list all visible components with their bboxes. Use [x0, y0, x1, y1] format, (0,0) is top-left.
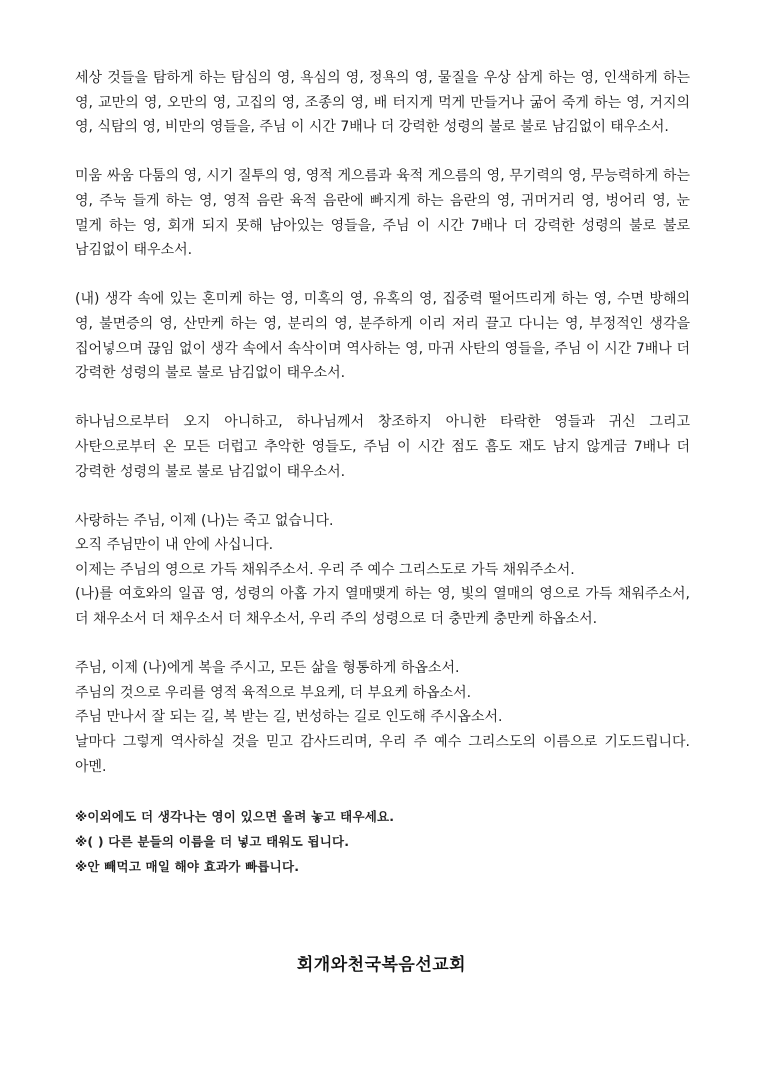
blessing-line: 날마다 그렇게 역사하실 것을 믿고 감사드리며, 우리 주 예수 그리스도의 이름으로 기도드립니다. 아멘.	[75, 734, 690, 775]
prayer-document	[75, 66, 690, 879]
notes-block	[75, 804, 690, 879]
blessing-line: 주님, 이제 (나)에게 복을 주시고, 모든 삶을 형통하게 하옵소서.	[75, 660, 460, 677]
confession-line: 사랑하는 주님, 이제 (나)는 죽고 없습니다.	[75, 512, 334, 529]
note-line: ※이외에도 더 생각나는 영이 있으면 올려 놓고 태우세요.	[75, 808, 395, 824]
confession-line: (나)를 여호와의 일곱 영, 성령의 아홉 가지 열매맺게 하는 영, 빛의 열매의 영으로 가득 채워주소서, 더 채우소서 더 채우소서 더 채우소서, 우리 주의 성령으로 더 충만케 충만케 하옵소서.	[75, 586, 690, 628]
confession-line: 오직 주님만이 내 안에 사십니다.	[75, 537, 274, 554]
confession-line: 이제는 주님의 영으로 가득 채워주소서. 우리 주 예수 그리스도로 가득 채워주소서.	[75, 561, 575, 578]
blessing-line: 주님 만나서 잘 되는 길, 복 받는 길, 번성하는 길로 인도해 주시옵소서.	[75, 709, 503, 726]
note-line: ※안 빼먹고 매일 해야 효과가 빠릅니다.	[75, 858, 300, 874]
prayer-paragraph: 미움 싸움 다툼의 영, 시기 질투의 영, 영적 게으름과 육적 게으름의 영, 무기력의 영, 무능력하게 하는 영, 주눅 들게 하는 영, 영적 음란 육적 음란에 빠지게 하는 음란의 영, 귀머거리 영, 벙어리 영, 눈 멀게 하는 영, 회개 되지 못해 남아있는 영들을, 주님 이 시간 7배나 더 강력한 성령의 불로 불로 남김없이 태우소서.	[75, 168, 690, 259]
blessing-line: 주님의 것으로 우리를 영적 육적으로 부요케, 더 부요케 하옵소서.	[75, 684, 472, 701]
blessing-block	[75, 656, 690, 779]
prayer-paragraph: (내) 생각 속에 있는 혼미케 하는 영, 미혹의 영, 유혹의 영, 집중력 떨어뜨리게 하는 영, 수면 방해의 영, 불면증의 영, 산만케 하는 영, 분리의 영, 분주하게 이리 저리 끌고 다니는 영, 부정적인 생각을 집어넣으며 끊임 없이 생각 속에서 속삭이며 역사하는 영, 마귀 사탄의 영들을, 주님 이 시간 7배나 더 강력한 성령의 불로 불로 남김없이 태우소서.	[75, 291, 690, 382]
prayer-paragraph: 하나님으로부터 오지 아니하고, 하나님께서 창조하지 아니한 타락한 영들과 귀신 그리고 사탄으로부터 온 모든 더럽고 추악한 영들도, 주님 이 시간 점도 흠도 재도 남지 않게금 7배나 더 강력한 성령의 불로 불로 남김없이 태우소서.	[75, 414, 690, 480]
church-name: 회개와천국복음선교회	[296, 955, 467, 975]
confession-block	[75, 509, 690, 632]
note-line: ※( ) 다른 분들의 이름을 더 넣고 태워도 됩니다.	[75, 833, 350, 849]
prayer-paragraph: 세상 것들을 탐하게 하는 탐심의 영, 욕심의 영, 정욕의 영, 물질을 우상 삼게 하는 영, 인색하게 하는 영, 교만의 영, 오만의 영, 고집의 영, 조종의 영, 배 터지게 먹게 만들거나 굶어 죽게 하는 영, 거지의 영, 식탐의 영, 비만의 영들을, 주님 이 시간 7배나 더 강력한 성령의 불로 불로 남김없이 태우소서.	[75, 70, 690, 136]
